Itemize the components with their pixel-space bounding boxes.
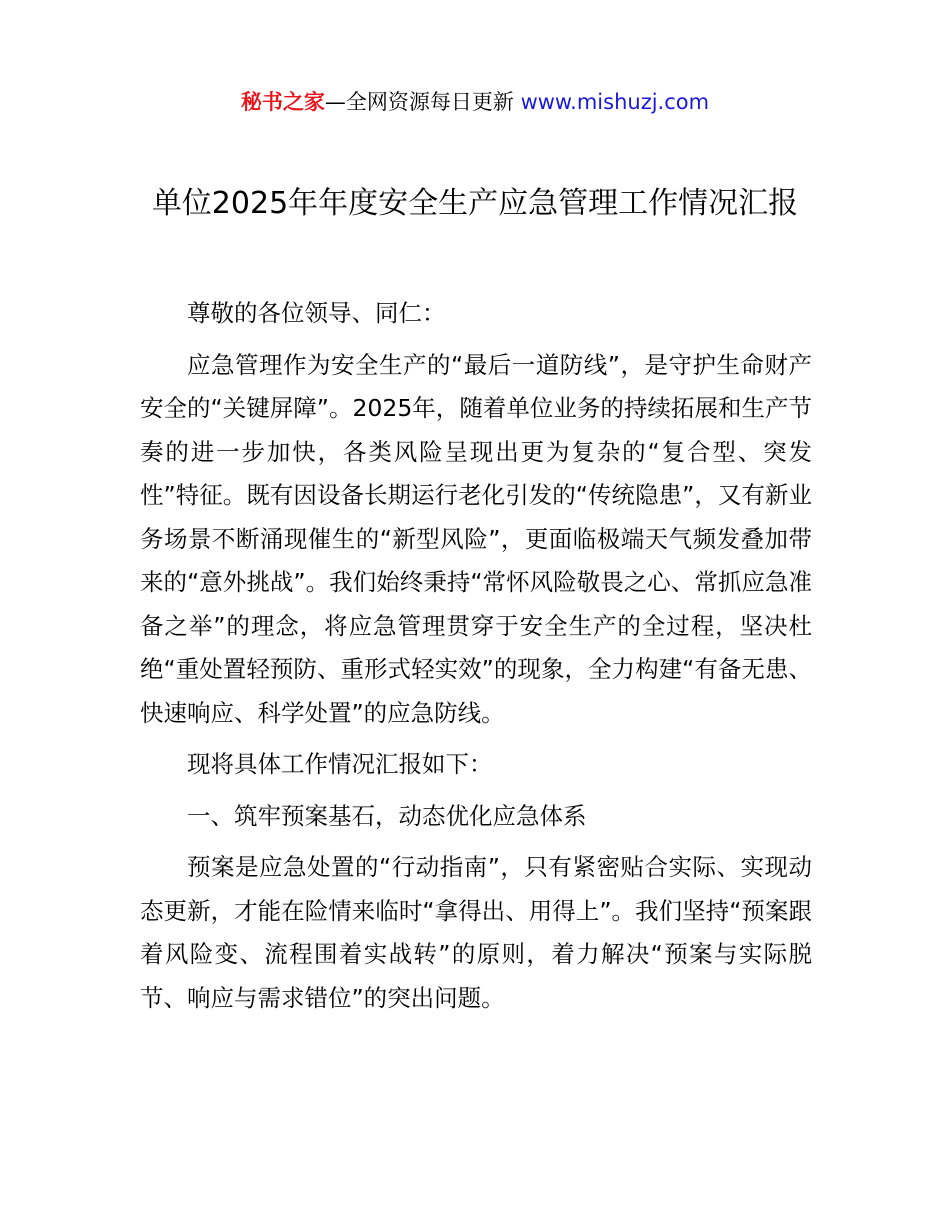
document-body bbox=[140, 292, 812, 1028]
document-title: 单位2025年年度安全生产应急管理工作情况汇报 bbox=[151, 186, 799, 221]
section-paragraph: 预案是应急处置的“行动指南”，只有紧密贴合实际、实现动态更新，才能在险情来临时“拿得出、用得上”。我们坚持“预案跟着风险变、流程围着实战转”的原则，着力解决“预案与实际脱节、响应与需求错位”的突出问题。 bbox=[140, 853, 812, 1012]
header-tagline: —全网资源每日更新 bbox=[324, 90, 521, 114]
site-link[interactable]: www.mishuzj.com bbox=[520, 90, 710, 114]
transition-paragraph: 现将具体工作情况汇报如下： bbox=[187, 750, 493, 778]
intro-paragraph: 应急管理作为安全生产的“最后一道防线”，是守护生命财产安全的“关键屏障”。2025年，随着单位业务的持续拓展和生产节奏的进一步加快，各类风险呈现出更为复杂的“复合型、突发性”特征。既有因设备长期运行老化引发的“传统隐患”，又有新业务场景不断涌现催生的“新型风险”，更面临极端天气频发叠加带来的“意外挑战”。我们始终秉持“常怀风险敬畏之心、常抓应急准备之举”的理念，将应急管理贯穿于安全生产的全过程，坚决杜绝“重处置轻预防、重形式轻实效”的现象，全力构建“有备无患、快速响应、科学处置”的应急防线。 bbox=[140, 350, 812, 727]
salutation: 尊敬的各位领导、同仁： bbox=[187, 299, 446, 327]
section-heading: 一、筑牢预案基石，动态优化应急体系 bbox=[187, 801, 587, 830]
site-header bbox=[0, 86, 950, 118]
brand-name: 秘书之家 bbox=[240, 90, 325, 114]
